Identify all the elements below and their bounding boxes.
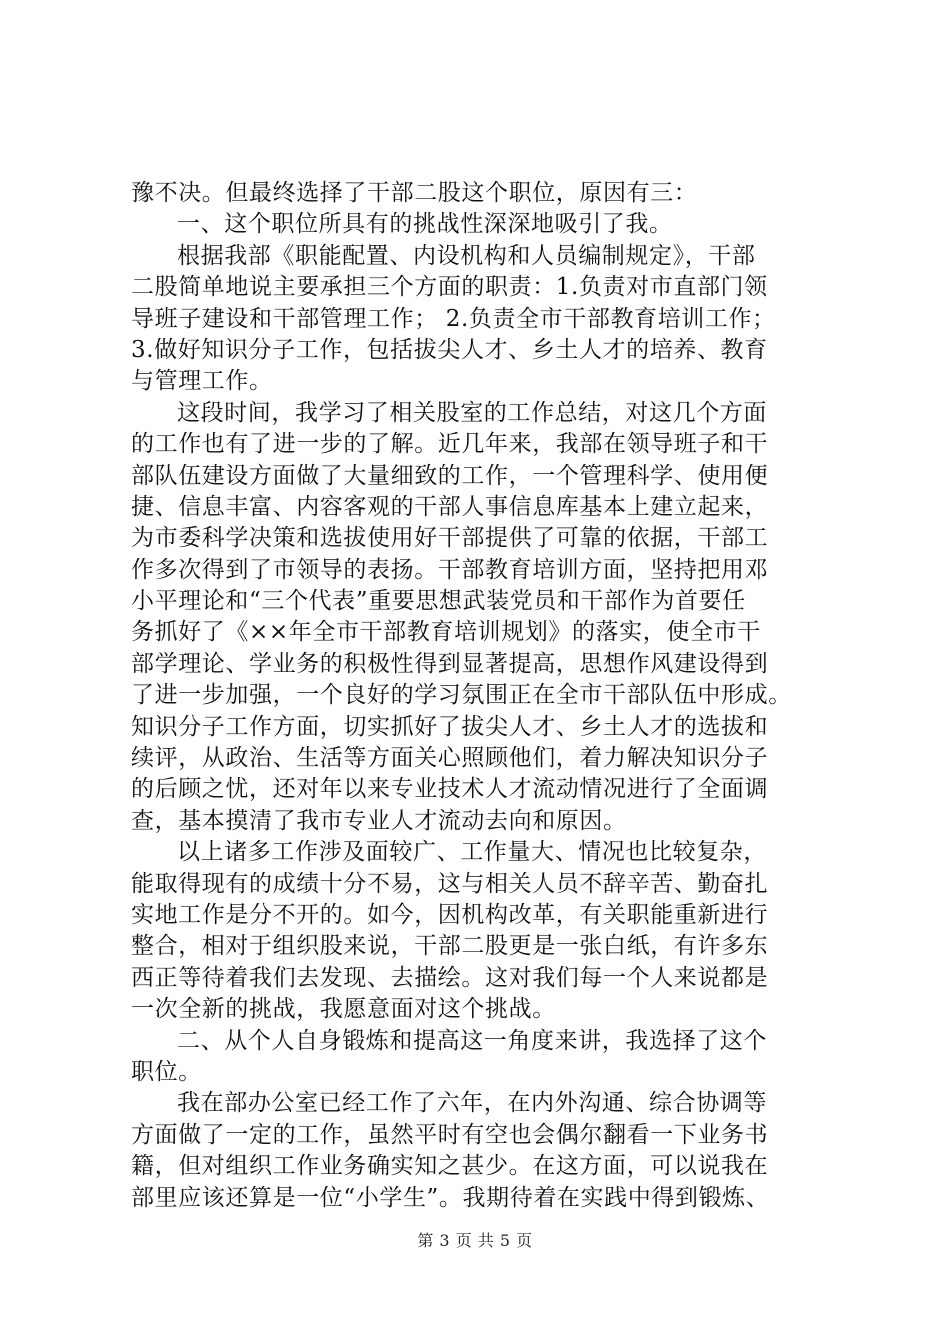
- text-line: 能取得现有的成绩十分不易，这与相关人员不辞辛苦、勤奋扎: [131, 870, 769, 897]
- text-line: 续评，从政治、生活等方面关心照顾他们，着力解决知识分子: [131, 745, 769, 772]
- document-body: [131, 178, 851, 1214]
- text-line: 一次全新的挑战，我愿意面对这个挑战。: [131, 996, 556, 1023]
- text-line: 了进一步加强，一个良好的学习氛围正在全市干部队伍中形成。: [131, 682, 792, 709]
- text-line: 方面做了一定的工作，虽然平时有空也会偶尔翻看一下业务书: [131, 1121, 769, 1148]
- text-line: 务抓好了《××年全市干部教育培训规划》的落实，使全市干: [131, 619, 761, 646]
- text-line: 一、这个职位所具有的挑战性深深地吸引了我。: [177, 211, 673, 238]
- text-line: 作多次得到了市领导的表扬。干部教育培训方面，坚持把用邓: [131, 556, 769, 583]
- text-line: 部队伍建设方面做了大量细致的工作，一个管理科学、使用便: [131, 462, 769, 489]
- text-line: 整合，相对于组织股来说，干部二股更是一张白纸，有许多东: [131, 933, 769, 960]
- text-line: 为市委科学决策和选拔使用好干部提供了可靠的依据，干部工: [131, 525, 769, 552]
- text-line: 以上诸多工作涉及面较广、工作量大、情况也比较复杂，: [177, 839, 767, 866]
- text-line: 我在部办公室已经工作了六年，在内外沟通、综合协调等: [177, 1090, 767, 1117]
- text-line: 这段时间，我学习了相关股室的工作总结，对这几个方面: [177, 399, 767, 426]
- text-line: 二股简单地说主要承担三个方面的职责：1.负责对市直部门领: [131, 274, 768, 301]
- text-line: 3.做好知识分子工作，包括拔尖人才、乡土人才的培养、教育: [131, 336, 768, 363]
- text-line: 二、从个人自身锻炼和提高这一角度来讲，我选择了这个: [177, 1027, 767, 1054]
- text-line: 捷、信息丰富、内容客观的干部人事信息库基本上建立起来，: [131, 493, 769, 520]
- text-line: 根据我部《职能配置、内设机构和人员编制规定》，干部: [177, 242, 756, 269]
- text-line: 部里应该还算是一位“小学生”。我期待着在实践中得到锻炼、: [131, 1184, 770, 1211]
- text-line: 的工作也有了进一步的了解。近几年来，我部在领导班子和干: [131, 431, 769, 458]
- page-footer: 第 3 页 共 5 页: [417, 1231, 533, 1250]
- text-line: 小平理论和“三个代表”重要思想武装党员和干部作为首要任: [131, 588, 746, 615]
- text-line: 实地工作是分不开的。如今，因机构改革，有关职能重新进行: [131, 901, 769, 928]
- text-line: 导班子建设和干部管理工作； 2.负责全市干部教育培训工作；: [131, 305, 776, 332]
- text-line: 查，基本摸清了我市专业人才流动去向和原因。: [131, 807, 627, 834]
- text-line: 部学理论、学业务的积极性得到显著提高，思想作风建设得到: [131, 650, 769, 677]
- text-line: 豫不决。但最终选择了干部二股这个职位，原因有三：: [131, 180, 698, 206]
- text-line: 籍，但对组织工作业务确实知之甚少。在这方面，可以说我在: [131, 1153, 769, 1180]
- text-line: 职位。: [131, 1058, 202, 1085]
- text-line: 西正等待着我们去发现、去描绘。这对我们每一个人来说都是: [131, 964, 769, 991]
- text-line: 与管理工作。: [131, 368, 273, 395]
- text-line: 知识分子工作方面，切实抓好了拔尖人才、乡土人才的选拔和: [131, 713, 769, 740]
- text-line: 的后顾之忧，还对年以来专业技术人才流动情况进行了全面调: [131, 776, 769, 803]
